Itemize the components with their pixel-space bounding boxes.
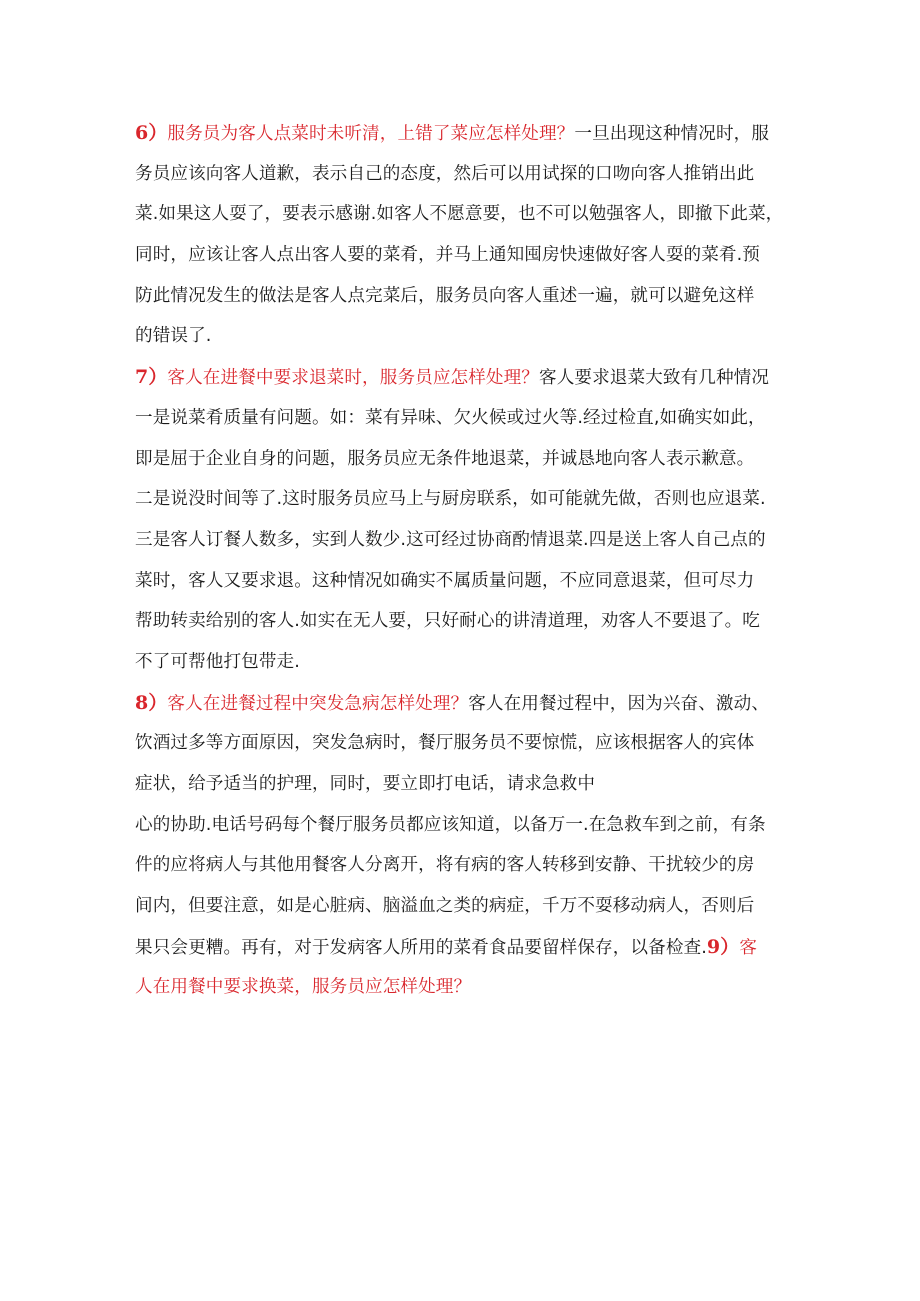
body-text-run: 的错误了. (135, 326, 212, 347)
body-text-run: 不了可帮他打包带走. (135, 651, 300, 672)
body-text-run: 防此情况发生的做法是客人点完菜后，服务员向客人重述一遍，就可以避免这样 (135, 285, 755, 306)
text-line (135, 845, 795, 886)
question-number: 8） (135, 691, 168, 714)
body-text-run: 务员应该向客人道歉，表示自己的态度，然后可以用试探的口吻向客人推销出此 (135, 163, 755, 184)
body-text-run: 即是屈于企业自身的问题，服务员应无条件地退菜，并诚恳地向客人表示歉意。 (135, 448, 755, 469)
body-text-run: 客人要求退菜大致有几种情况 (539, 368, 770, 389)
text-line (135, 154, 795, 195)
text-line (135, 276, 795, 317)
text-line (135, 357, 795, 398)
text-line (135, 683, 795, 724)
question-number: 6） (135, 122, 168, 144)
question-heading: 客 (739, 937, 758, 958)
text-line (135, 113, 795, 154)
text-line (135, 561, 795, 602)
question-number: 7） (135, 366, 168, 389)
question-heading: 客人在进餐中要求退菜时，服务员应怎样处理？ (167, 368, 539, 389)
question-heading: 服务员为客人点菜时未听清，上错了菜应怎样处理？ (167, 124, 575, 144)
body-text-run: 心的协助.电话号码每个餐厅服务员都应该知道，以备万一.在急救车到之前，有条 (135, 814, 766, 835)
text-line (135, 601, 795, 642)
body-text-run: 同时，应该让客人点出客人要的菜肴，并马上通知囤房快速做好客人耍的菜肴.预 (135, 245, 760, 266)
body-text-run: 果只会更糟。再有，对于发病客人所用的菜肴食品要留样保存，以备检查. (135, 937, 707, 958)
text-line (135, 479, 795, 520)
body-text-run: 菜时，客人又要求退。这种情况如确实不属质量问题，不应同意退菜，但可尽力 (135, 570, 755, 591)
text-line (135, 642, 795, 683)
text-line (135, 398, 795, 439)
text-line (135, 723, 795, 764)
body-text-run: 一旦出现这种情况时，服 (574, 124, 770, 144)
text-line (135, 927, 795, 968)
body-text-run: 二是说没时间等了.这时服务员应马上与厨房联系，如可能就先做，否则也应退菜. (135, 489, 766, 510)
text-line (135, 520, 795, 561)
body-text-run: 一是说菜肴质量有问题。如：菜有异味、欠火候或过火等.经过检直,如确实如此， (135, 407, 766, 428)
body-text (135, 113, 795, 1008)
text-line (135, 967, 795, 1008)
body-text-run: 饮酒过多等方面原因，突发急病时，餐厅服务员不要惊慌，应该根据客人的宾体 (135, 733, 755, 754)
text-line (135, 805, 795, 846)
text-line (135, 235, 795, 276)
body-text-run: 症状，给予适当的护理，同时，要立即打电话，请求急救中 (135, 774, 596, 794)
body-text-run: 三是客人订餐人数多，实到人数少.这可经过协商酌情退菜.四是送上客人自己点的 (135, 529, 766, 550)
body-text-run: 件的应将病人与其他用餐客人分离开，将有病的客人转移到安静、干扰较少的房 (135, 855, 755, 876)
text-line (135, 764, 795, 805)
text-line (135, 439, 795, 480)
body-text-run: 菜.如果这人耍了，要表示感谢.如客人不愿意要，也不可以勉强客人，即撤下此菜， (135, 204, 784, 225)
question-number: 9） (706, 935, 740, 958)
text-line (135, 316, 795, 357)
question-heading: 客人在进餐过程中突发急病怎样处理？ (167, 693, 469, 714)
text-line (135, 194, 795, 235)
body-text-run: 客人在用餐过程中，因为兴奋、激动、 (468, 693, 770, 714)
body-text-run: 间内，但要注意，如是心脏病、脑溢血之类的病症，千万不耍移动病人，否则后 (135, 896, 755, 917)
text-line (135, 886, 795, 927)
body-text-run: 帮助转卖给别的客人.如实在无人要，只好耐心的讲清道理，劝客人不要退了。吃 (135, 611, 760, 632)
question-heading: 人在用餐中要求换菜，服务员应怎样处理？ (135, 977, 472, 998)
